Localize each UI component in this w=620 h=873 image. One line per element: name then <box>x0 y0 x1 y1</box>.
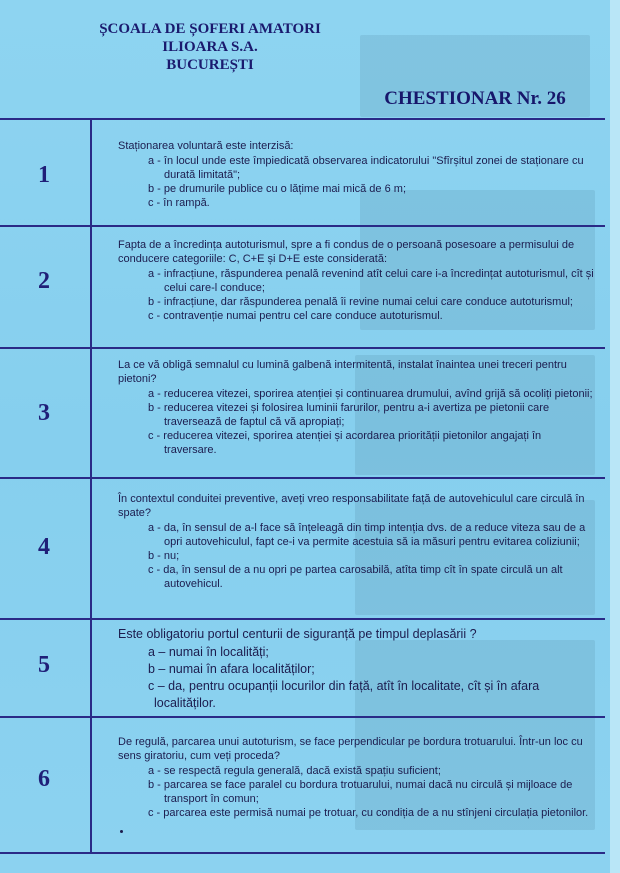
answer-c[interactable]: c - în rampă. <box>148 197 210 209</box>
answer-b[interactable]: b - reducerea vitezei și folosirea luminii farurilor, pentru a-i avertiza pe pietonii care traversează de faptul că vă apropiați; <box>148 402 550 428</box>
page-edge <box>610 0 620 873</box>
school-header <box>60 20 360 74</box>
school-company: ILIOARA S.A. <box>162 39 258 55</box>
answer-b[interactable]: b - infracțiune, dar răspunderea penală îi revine numai celui care conduce autoturismul; <box>148 296 573 308</box>
answer-b[interactable]: b - pe drumurile publice cu o lățime mai mică de 6 m; <box>148 183 406 195</box>
school-name: ȘCOALA DE ȘOFERI AMATORI <box>99 21 321 37</box>
answer-a[interactable]: a - infracțiune, răspunderea penală revenind atît celui care i-a încredințat autoturismul, cît și celui care-l conduce; <box>148 268 594 294</box>
question-number: 2 <box>38 268 50 294</box>
answer-b[interactable]: b - nu; <box>148 550 180 562</box>
answer-c[interactable]: c - parcarea este permisă numai pe trotuar, cu condiția de a nu stînjeni circulația pietonilor. <box>148 807 589 819</box>
question-number: 1 <box>38 162 50 188</box>
school-city: BUCUREȘTI <box>166 57 254 73</box>
answer-b[interactable]: b - parcarea se face paralel cu bordura trotuarului, numai dacă nu circulă și mijloace de transport în comun; <box>148 779 573 805</box>
answer-c[interactable]: c - contravenție numai pentru cel care conduce autoturismul. <box>148 310 443 322</box>
question-text: Fapta de a încredința autoturismul, spre a fi condus de o persoană posesoare a permisului de conducere categoriile: C, C+E și D+E este considerată: <box>118 239 575 265</box>
question-number: 6 <box>38 766 50 792</box>
table-divider <box>90 118 92 854</box>
question-2 <box>118 238 596 323</box>
question-number: 4 <box>38 534 50 560</box>
question-number: 3 <box>38 400 50 426</box>
question-text: Este obligatoriu portul centurii de siguranță pe timpul deplasării ? <box>118 627 477 641</box>
answer-a[interactable]: a - reducerea vitezei, sporirea atenției și continuarea drumului, avînd grijă să ocoliți pietonii; <box>148 388 593 400</box>
question-text: La ce vă obligă semnalul cu lumină galbenă intermitentă, instalat înaintea unei treceri pentru pietoni? <box>118 359 567 385</box>
question-text: Staționarea voluntară este interzisă: <box>118 140 294 152</box>
question-text: De regulă, parcarea unui autoturism, se face perpendicular pe bordura trotuarului. Într-un loc cu sens giratoriu, cum veți proceda? <box>118 736 583 762</box>
question-5 <box>118 626 596 712</box>
stray-dot <box>120 830 123 833</box>
answer-c[interactable]: c - reducerea vitezei, sporirea atenției și acordarea priorității pietonilor angajați în traversare. <box>148 430 542 456</box>
question-number: 5 <box>38 652 50 678</box>
question-6 <box>118 735 596 820</box>
question-text: În contextul conduitei preventive, aveți vreo responsabilitate față de autovehiculul care circulă în spate? <box>118 493 585 519</box>
answer-a[interactable]: a - da, în sensul de a-l face să înțeleagă din timp intenția dvs. de a reduce viteza sau de a opri autovehiculul, fapt ce-i va permite acestuia să ia măsuri pentru evitarea coliziunii; <box>148 522 586 548</box>
answer-a[interactable]: a - se respectă regula generală, dacă există spațiu suficient; <box>148 765 441 777</box>
answer-b[interactable]: b – numai în afara localităților; <box>148 662 315 676</box>
answer-c[interactable]: c – da, pentru ocupanții locurilor din față, atît în localitate, cît și în afara localităților. <box>148 679 540 710</box>
answer-c[interactable]: c - da, în sensul de a nu opri pe partea carosabilă, atîta timp cît în spate circulă un alt autovehicul. <box>148 564 563 590</box>
question-4 <box>118 492 596 591</box>
question-1 <box>118 139 596 210</box>
answer-a[interactable]: a - în locul unde este împiedicată observarea indicatorului "Sfîrșitul zonei de staționare cu durată limitată"; <box>148 155 584 181</box>
answer-a[interactable]: a – numai în localități; <box>148 645 269 659</box>
questionnaire-title: CHESTIONAR Nr. 26 <box>384 88 566 109</box>
question-3 <box>118 358 596 457</box>
